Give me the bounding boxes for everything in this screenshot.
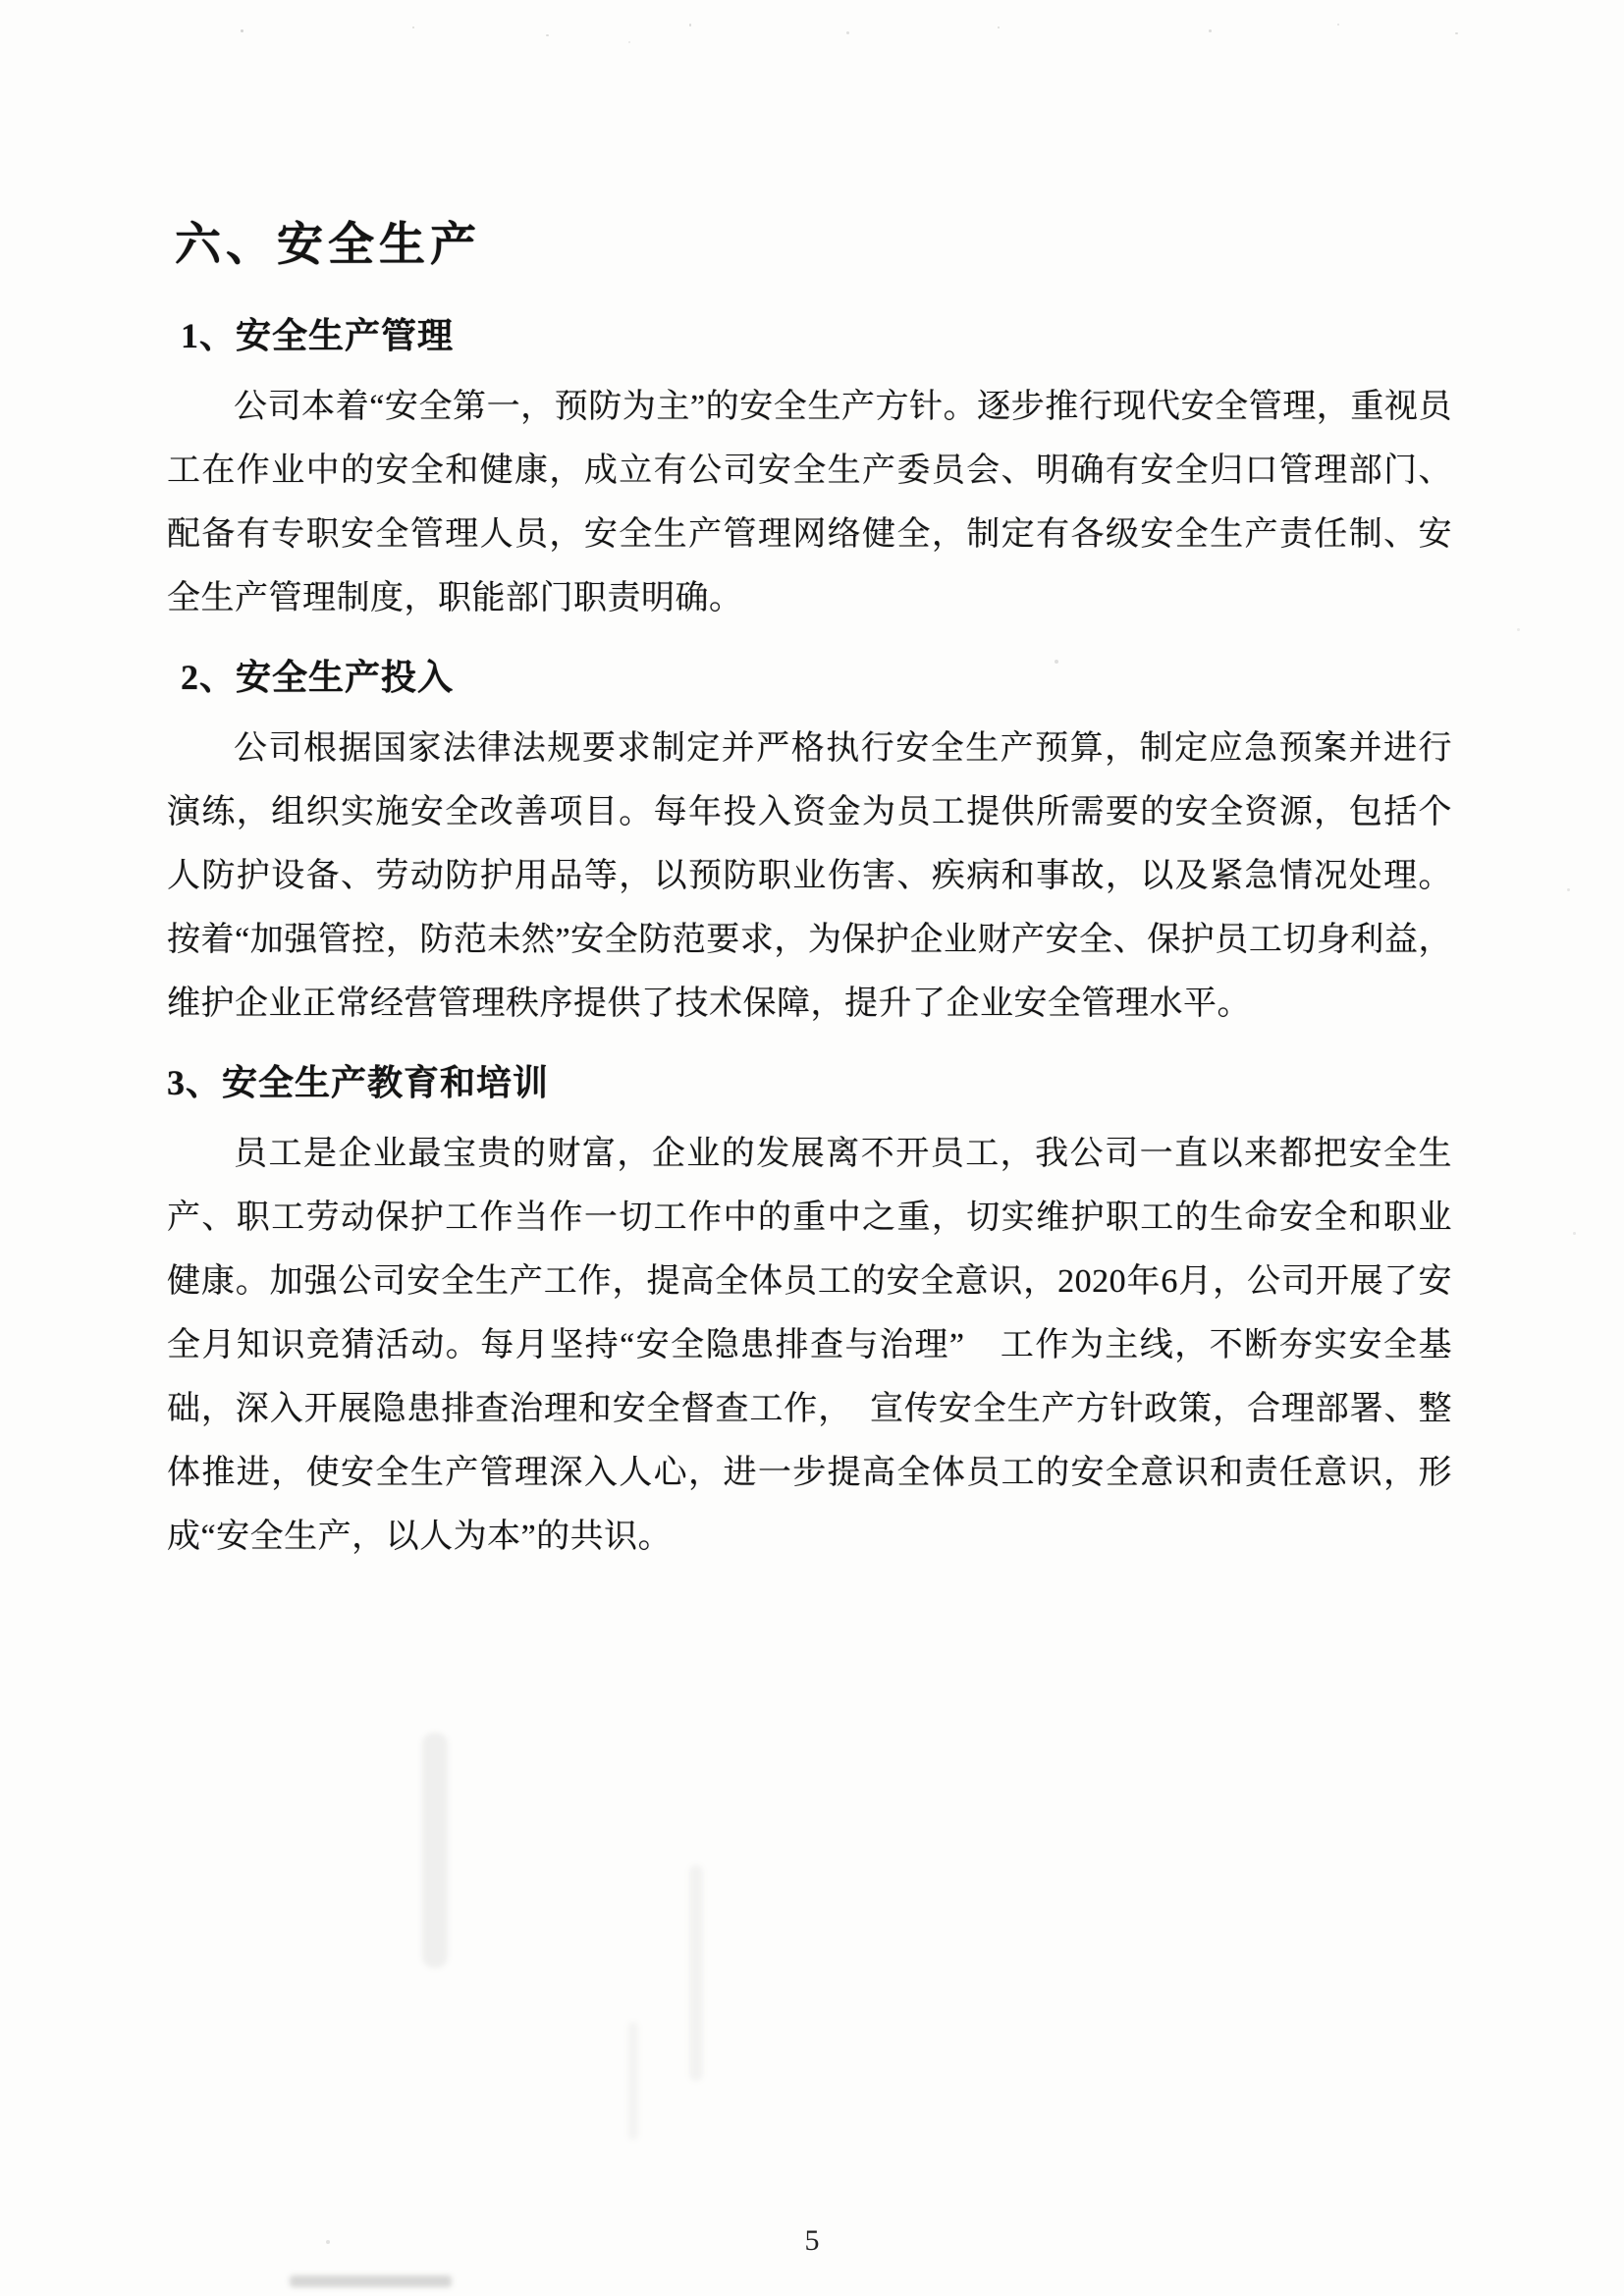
section-2-paragraph: 公司根据国家法律法规要求制定并严格执行安全生产预算，制定应急预案并进行演练，组织实施安全改善项目。每年投入资金为员工提供所需要的安全资源，包括个人防护设备、劳动防护用品等，以预防职业伤害、疾病和事故，以及紧急情况处理。按着“加强管控，防范未然”安全防范要求，为保护企业财产安全、保护员工切身利益，维护企业正常经营管理秩序提供了技术保障，提升了企业安全管理水平。: [167, 730, 1452, 1022]
section-3-heading: 3、安全生产教育和培训: [167, 1063, 550, 1102]
section-3-paragraph: 员工是企业最宝贵的财富，企业的发展离不开员工，我公司一直以来都把安全生产、职工劳动保护工作当作一切工作中的重中之重，切实维护职工的生命安全和职业健康。加强公司安全生产工作，提高全体员工的安全意识，2020年6月，公司开展了安全月知识竞猜活动。每月坚持“安全隐患排查与治理” 工作为主线，不断夯实安全基础，深入开展隐患排查治理和安全督查工作， 宣传安全生产方针政策，合理部署、整体推进，使安全生产管理深入人心，进一步提高全体员工的安全意识和责任意识，形成“安全生产，以人为本”的共识。: [167, 1136, 1452, 1555]
section-1-paragraph: 公司本着“安全第一，预防为主”的安全生产方针。逐步推行现代安全管理，重视员工在作业中的安全和健康，成立有公司安全生产委员会、明确有安全归口管理部门、配备有专职安全管理人员，安全生产管理网络健全，制定有各级安全生产责任制、安全生产管理制度，职能部门职责明确。: [167, 389, 1452, 616]
page-title: 六、安全生产: [175, 220, 481, 271]
section-safety-production-investment: [167, 654, 1452, 1036]
section-2-heading: 2、安全生产投入: [181, 658, 455, 697]
section-safety-production-management: [167, 312, 1452, 630]
section-1-heading: 1、安全生产管理: [181, 316, 455, 355]
section-safety-education-training: [167, 1059, 1452, 1569]
document-content: [167, 218, 1452, 1592]
page-number: 5: [804, 2224, 820, 2257]
